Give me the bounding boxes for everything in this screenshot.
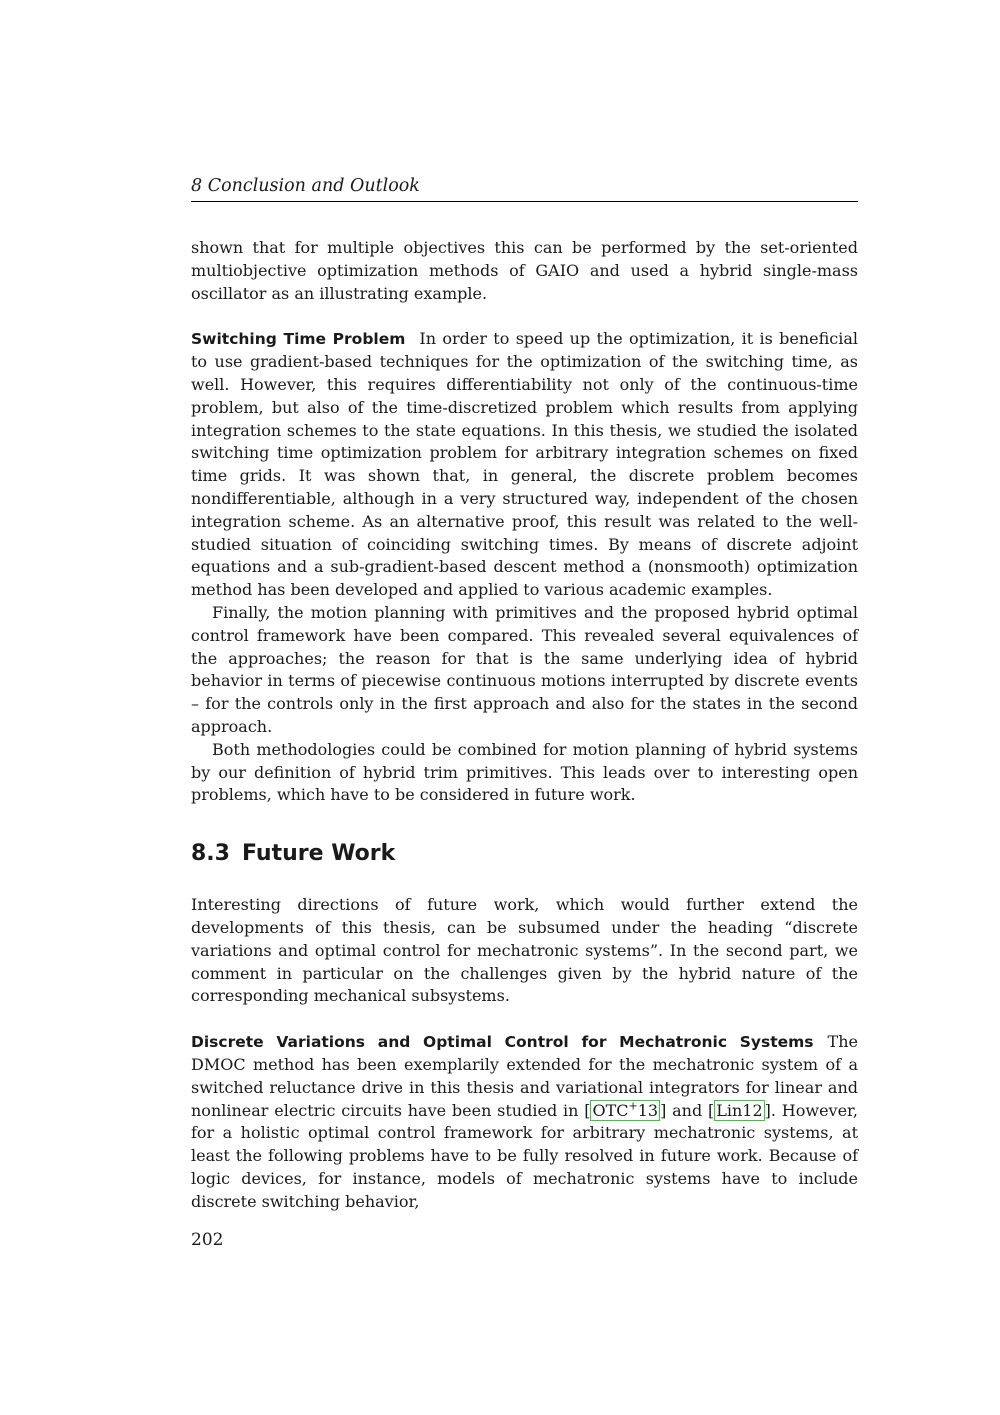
citation-link-otc13[interactable]: OTC+13 xyxy=(592,1099,659,1120)
section-title: Future Work xyxy=(241,841,396,867)
paragraph-gap xyxy=(191,1008,858,1031)
paragraph-continued: shown that for multiple objectives this can be performed by the set-oriented multiobjective optimization methods of GAIO and used a hybrid single-mass oscillator as an illustrating example. xyxy=(191,238,858,303)
discrete-variations-text-a: The DMOC method has been exemplarily extended for the mechatronic system of a switched reluctance drive in this thesis and variational integrators for linear and nonlinear electric circuits have been studied in xyxy=(191,1032,858,1120)
discrete-variations-text-b: and xyxy=(666,1100,708,1120)
citation-link-lin12[interactable]: Lin12 xyxy=(716,1100,763,1120)
running-header: 8 Conclusion and Outlook xyxy=(191,176,420,196)
switching-time-heading: Switching Time Problem xyxy=(191,330,406,349)
body-text xyxy=(191,237,858,1213)
switching-time-text: In order to speed up the optimization, it is beneficial to use gradient-based techniques for the optimization of the switching time, as well. However, this requires differentiability not only of the continuous-time problem, but also of the time-discretized problem which results from applying integration schemes to the state equations. In this thesis, we studied the isolated switching time optimization problem for arbitrary integration schemes on fixed time grids. It was shown that, in general, the discrete problem becomes nondifferentiable, although in a very structured way, independent of the chosen integration scheme. As an alternative proof, this result was related to the well-studied situation of coinciding switching times. By means of discrete adjoint equations and a sub-gradient-based descent method a (nonsmooth) optimization method has been developed and applied to various academic examples. xyxy=(191,329,859,600)
paragraph-future-intro: Interesting directions of future work, which would further extend the developments of this thesis, can be subsumed under the heading “discrete variations and optimal control for mechatronic systems”. In the second part, we comment in particular on the challenges given by the hybrid nature of the corresponding mechanical subsystems. xyxy=(191,895,858,1006)
paragraph-motion-planning: Finally, the motion planning with primitives and the proposed hybrid optimal control framework have been compared. This revealed several equivalences of the approaches; the reason for that is the same underlying idea of hybrid behavior in terms of piecewise continuous motions interrupted by discrete events – for the controls only in the first approach and also for the states in the second approach. xyxy=(191,602,858,736)
paragraph-switching-time xyxy=(191,328,858,602)
section-heading xyxy=(191,840,858,868)
discrete-variations-heading: Discrete Variations and Optimal Control for Mechatronic Systems xyxy=(191,1033,814,1052)
section-number: 8.3 xyxy=(191,841,230,867)
page-number: 202 xyxy=(191,1230,224,1250)
paragraph-gap xyxy=(191,305,858,328)
paragraph-discrete-variations: Discrete Variations and Optimal Control for Mechatronic Systems The DMOC method has been exemplarily extended for the mechatronic system of a switched reluctance drive in this thesis and variational integrators for linear and nonlinear electric circuits have been studied in [ OTC+13 ] and [ Lin12 ]. However, for a holistic optimal control framework for arbitrary mechatronic systems, at least the following problems have to be fully resolved in future work. Because of logic devices, for instance, models of mechatronic systems have to include discrete switching behavior, xyxy=(191,1032,859,1211)
header-rule xyxy=(191,201,858,202)
paragraph-methodologies: Both methodologies could be combined for motion planning of hybrid systems by our definition of hybrid trim primitives. This leads over to interesting open problems, which have to be considered in future work. xyxy=(191,739,858,805)
discrete-variations-text-c: . However, for a holistic optimal control framework for arbitrary mechatronic systems, at least the following problems have to be fully resolved in future work. Because of logic devices, for instance, models of mechatronic systems have to include discrete switching behavior, xyxy=(191,1100,859,1211)
